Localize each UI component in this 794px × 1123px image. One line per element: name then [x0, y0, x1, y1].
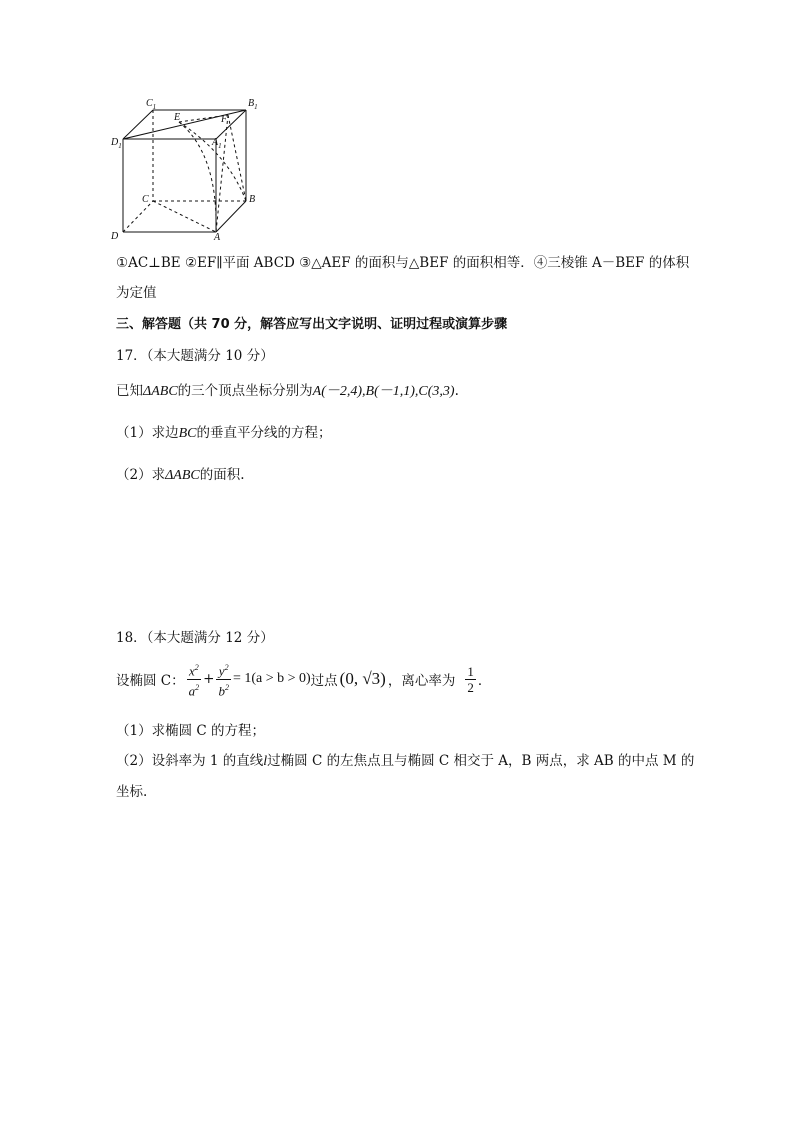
- cube-figure: [108, 94, 268, 244]
- q18-part-1: （1）求椭圆 C 的方程；: [116, 723, 266, 739]
- q17-part1-var: BC: [178, 426, 197, 441]
- label-f: F: [221, 114, 228, 125]
- hidden-diag-ac: [153, 201, 216, 232]
- diag-d1b1: [123, 110, 246, 139]
- q18-part-2-line-2: 坐标.: [116, 784, 148, 800]
- label-d: D: [111, 231, 119, 242]
- q18-part-2: [116, 749, 694, 770]
- q17-part-2: [116, 463, 245, 484]
- q18-point: (0, √3): [339, 669, 386, 688]
- hidden-line-bf: [228, 115, 246, 201]
- label-e: E: [174, 112, 181, 123]
- section-3-heading: 三、解答题（共 70 分，解答应写出文字说明、证明过程或演算步骤: [116, 317, 508, 332]
- label-b: B: [249, 194, 256, 205]
- q18-stem-prefix: 设椭圆 C：: [116, 673, 185, 689]
- label-c: C: [142, 194, 149, 205]
- q18-stem: [116, 659, 491, 699]
- q17-part2-suffix: 的面积.: [199, 467, 245, 483]
- label-d1: $D_1$: [111, 137, 122, 150]
- q17-stem-end: .: [454, 383, 459, 399]
- ecc-num: 1: [467, 663, 474, 679]
- q18-fraction-y: $\frac{y^2}{b^2}$: [216, 660, 231, 698]
- q17-header: 17．（本大题满分 10 分）: [116, 348, 274, 364]
- statement-line-2: 为定值: [116, 285, 157, 301]
- frac1-num: x: [188, 663, 195, 679]
- q17-part2-prefix: （2）求: [116, 467, 166, 483]
- label-a: A: [214, 232, 221, 243]
- q17-stem: [116, 379, 459, 400]
- q18-plus: +: [203, 671, 215, 687]
- frac2-den: b: [218, 682, 225, 698]
- q18-ecc-fraction: [465, 664, 476, 695]
- q18-equation-rest: = 1(a > b > 0): [232, 671, 311, 686]
- frac1-den: a: [188, 682, 196, 698]
- edge-ab: [216, 201, 246, 232]
- q18-part2-var: l: [263, 754, 268, 769]
- q17-part1-prefix: （1）求边: [116, 425, 179, 441]
- q17-part-1: [116, 421, 331, 442]
- statement-line-1: ①AC⊥BE ②EF∥平面 ABCD ③△AEF 的面积与△BEF 的面积相等．④三棱锥 A－BEF 的体积: [116, 255, 690, 271]
- q17-part1-suffix: 的垂直平分线的方程；: [196, 425, 332, 441]
- q17-stem-prefix: 已知: [116, 383, 143, 399]
- q18-fraction-x: $\frac{x^2}{a^2}$: [187, 660, 202, 698]
- label-b1: $B_1$: [248, 98, 258, 111]
- hidden-line-be: [179, 122, 246, 201]
- q18-pass-text: 过点: [310, 673, 338, 689]
- label-a1: $A_1$: [212, 137, 222, 150]
- q17-part2-var: ΔABC: [165, 468, 200, 483]
- q18-stem-end: ．: [477, 673, 492, 689]
- frac2-num: y: [218, 663, 225, 679]
- q18-header: 18．（本大题满分 12 分）: [116, 630, 274, 646]
- ecc-den: 2: [467, 679, 474, 695]
- q17-stem-middle: 的三个顶点坐标分别为: [177, 383, 313, 399]
- hidden-edge-dc: [123, 201, 153, 232]
- label-c1: $C_1$: [146, 98, 157, 111]
- q18-part2-prefix: （2）设斜率为 1 的直线: [116, 753, 264, 769]
- q17-points: A(－2,4),B(－1,1),C(3,3): [312, 384, 455, 399]
- q17-triangle: ΔABC: [143, 384, 178, 399]
- edge-d1c1: [123, 110, 153, 139]
- q18-ecc-text: ，离心率为: [387, 673, 456, 689]
- q18-part2-suffix: 过椭圆 C 的左焦点且与椭圆 C 相交于 A，B 两点，求 AB 的中点 M 的: [267, 753, 695, 769]
